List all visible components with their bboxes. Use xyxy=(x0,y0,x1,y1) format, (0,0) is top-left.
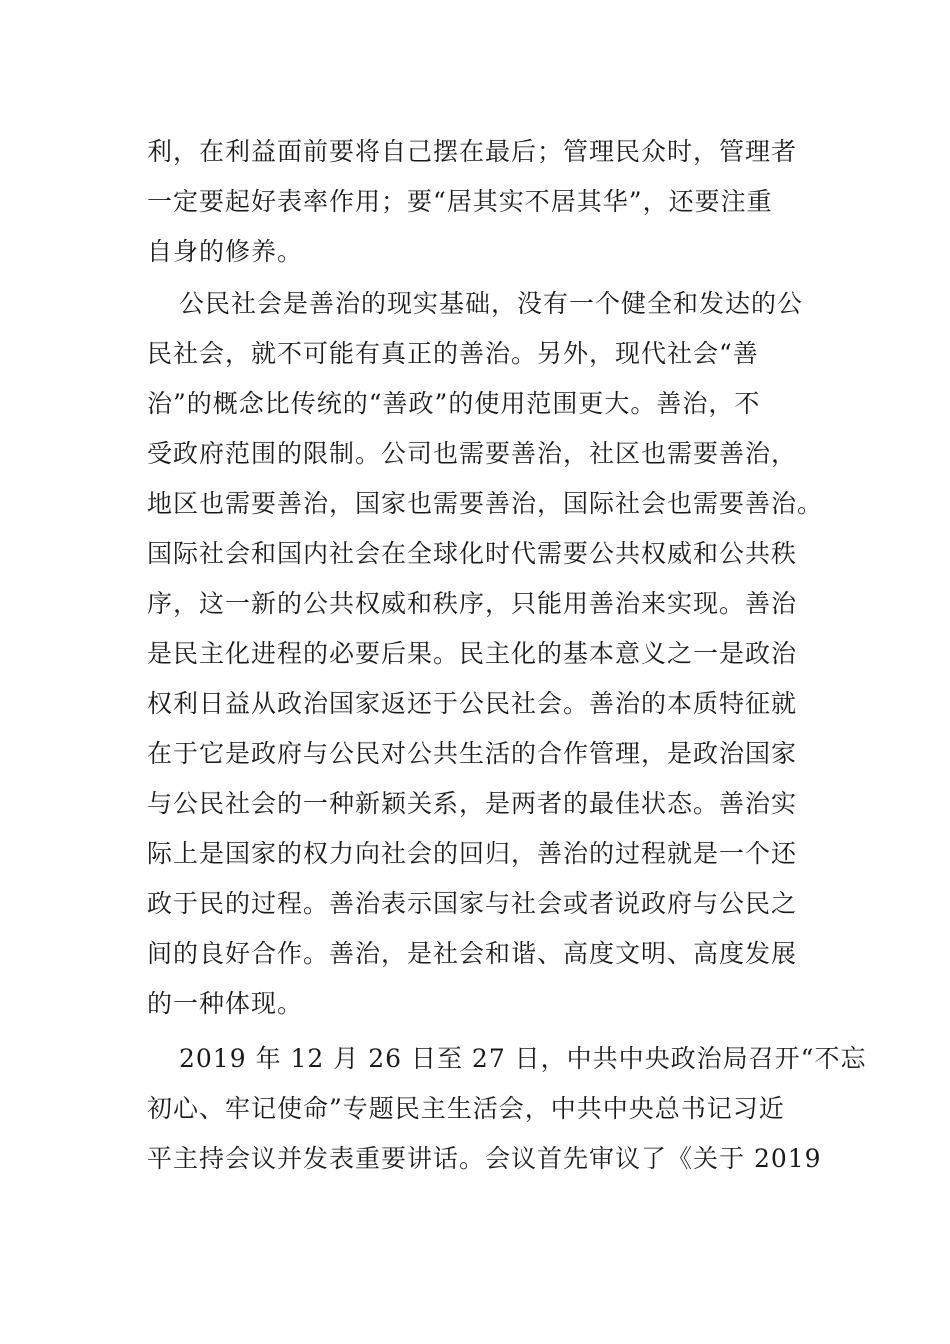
text-line: 地区也需要善治，国家也需要善治，国际社会也需要善治。 xyxy=(147,489,824,518)
text-line: 际上是国家的权力向社会的回归，善治的过程就是一个还 xyxy=(147,839,798,868)
text-line: 间的良好合作。善治，是社会和谐、高度文明、高度发展 xyxy=(147,939,798,968)
text-line: 受政府范围的限制。公司也需要善治，社区也需要善治， xyxy=(147,439,798,468)
text-line: 利，在利益面前要将自己摆在最后；管理民众时，管理者 xyxy=(147,137,798,166)
text-line: 是民主化进程的必要后果。民主化的基本意义之一是政治 xyxy=(147,639,798,668)
text-line: 政于民的过程。善治表示国家与社会或者说政府与公民之 xyxy=(147,889,798,918)
text-line: 在于它是政府与公民对公共生活的合作管理，是政治国家 xyxy=(147,739,798,768)
text-line: 公民社会是善治的现实基础，没有一个健全和发达的公 xyxy=(179,289,804,318)
paragraph-2 xyxy=(147,279,824,1029)
paragraph-1 xyxy=(147,127,807,277)
text-line: 治”的概念比传统的“善政”的使用范围更大。善治，不 xyxy=(147,389,761,418)
text-line: 自身的修养。 xyxy=(147,237,304,266)
text-line: 2019 年 12 月 26 日至 27 日，中共中央政治局召开“不忘 xyxy=(179,1044,867,1073)
text-line: 序，这一新的公共权威和秩序，只能用善治来实现。善治 xyxy=(147,589,798,618)
text-line: 初心、牢记使命”专题民主生活会，中共中央总书记习近 xyxy=(147,1094,785,1123)
text-line: 平主持会议并发表重要讲话。会议首先审议了《关于 2019 xyxy=(147,1144,822,1173)
text-line: 一定要起好表率作用；要“居其实不居其华”，还要注重 xyxy=(147,187,773,216)
text-line: 国际社会和国内社会在全球化时代需要公共权威和公共秩 xyxy=(147,539,798,568)
text-line: 的一种体现。 xyxy=(147,989,304,1018)
text-line: 民社会，就不可能有真正的善治。另外，现代社会“善 xyxy=(147,339,759,368)
text-line: 与公民社会的一种新颖关系，是两者的最佳状态。善治实 xyxy=(147,789,798,818)
text-line: 权利日益从政治国家返还于公民社会。善治的本质特征就 xyxy=(147,689,798,718)
paragraph-3 xyxy=(147,1034,867,1184)
